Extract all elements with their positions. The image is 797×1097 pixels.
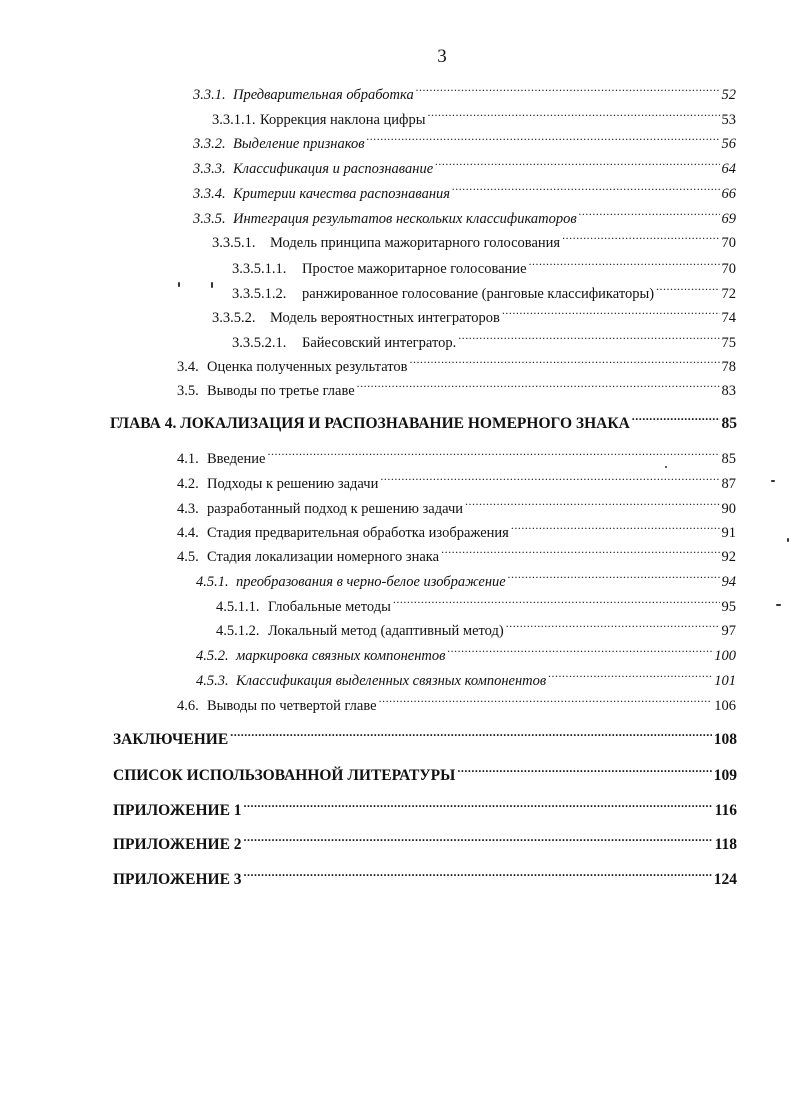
toc-entry-page: 72 <box>721 286 736 302</box>
dot-leader <box>435 155 719 173</box>
toc-entry-page: 108 <box>713 731 737 748</box>
toc-entry-3-3-5-1[interactable] <box>212 229 736 252</box>
toc-entry-number: 4.5.3. <box>196 673 229 689</box>
dot-leader <box>441 543 719 561</box>
toc-entry-number: 3.5. <box>177 383 199 399</box>
toc-chapter-4[interactable] <box>110 410 737 433</box>
toc-entry-number: 4.5.1. <box>196 574 229 590</box>
toc-appendix-1[interactable] <box>113 797 737 820</box>
dot-leader <box>230 726 712 744</box>
toc-entry-3-3-2[interactable] <box>193 130 736 153</box>
toc-entry-title: Оценка полученных результатов <box>207 359 408 375</box>
toc-entry-number: 3.3.1. <box>193 87 226 103</box>
toc-entry-title: Классификация выделенных связных компонентов <box>236 673 547 689</box>
toc-entry-title: Критерии качества распознавания <box>233 186 451 202</box>
dot-leader <box>656 280 719 298</box>
dot-leader <box>367 130 720 148</box>
toc-entry-title: СПИСОК ИСПОЛЬЗОВАННОЙ ЛИТЕРАТУРЫ <box>113 767 456 784</box>
dot-leader <box>447 642 712 660</box>
toc-entry-title: Стадия предварительная обработка изображения <box>207 525 509 541</box>
toc-entry-number: 4.5.1.2. <box>216 623 260 639</box>
toc-entry-number: 4.5.2. <box>196 648 229 664</box>
dot-leader <box>457 762 711 780</box>
toc-entry-3-3-5-2-1[interactable] <box>232 329 736 352</box>
toc-entry-title: Выделение признаков <box>233 136 365 152</box>
toc-entry-4-3[interactable] <box>177 495 736 518</box>
toc-entry-3-3-5-1-2[interactable] <box>232 280 736 303</box>
toc-entry-title: Интеграция результатов нескольких классификаторов <box>233 211 577 227</box>
toc-entry-page: 116 <box>714 802 737 819</box>
scan-speck <box>787 538 789 542</box>
toc-entry-number: 3.3.5. <box>193 211 226 227</box>
scan-speck <box>665 466 667 468</box>
toc-entry-page: 90 <box>721 501 736 517</box>
toc-entry-number: 3.3.3. <box>193 161 226 177</box>
toc-entry-title: Модель вероятностных интеграторов <box>270 310 500 326</box>
toc-entry-title: Локальный метод (адаптивный метод) <box>268 623 504 639</box>
toc-entry-number: 3.3.4. <box>193 186 226 202</box>
toc-entry-4-4[interactable] <box>177 519 736 542</box>
toc-entry-title: ПРИЛОЖЕНИЕ 3 <box>113 871 242 888</box>
dot-leader <box>465 495 719 513</box>
toc-entry-number: 4.5.1.1. <box>216 599 260 615</box>
toc-entry-title: Классификация и распознавание <box>233 161 434 177</box>
toc-entry-title: ГЛАВА 4. ЛОКАЛИЗАЦИЯ И РАСПОЗНАВАНИЕ НОМЕРНОГО ЗНАКА <box>110 415 630 432</box>
toc-entry-title: Простое мажоритарное голосование <box>302 261 527 277</box>
dot-leader <box>380 470 719 488</box>
dot-leader <box>529 255 720 273</box>
toc-entry-page: 83 <box>721 383 736 399</box>
dot-leader <box>511 519 720 537</box>
toc-entry-4-5-3[interactable] <box>196 667 736 690</box>
dot-leader <box>427 106 719 124</box>
toc-entry-3-3-5-2[interactable] <box>212 304 736 327</box>
dot-leader <box>379 692 713 710</box>
toc-entry-3-3-5-1-1[interactable] <box>232 255 736 278</box>
toc-entry-number: 4.1. <box>177 451 199 467</box>
toc-conclusion[interactable] <box>113 726 737 749</box>
toc-entry-page: 78 <box>721 359 736 375</box>
toc-entry-page: 109 <box>713 767 737 784</box>
dot-leader <box>357 377 720 395</box>
toc-entry-page: 56 <box>721 136 736 152</box>
toc-entry-page: 100 <box>714 648 736 664</box>
toc-entry-3-3-1-1[interactable] <box>212 106 736 129</box>
toc-entry-3-3-1[interactable] <box>193 81 736 104</box>
toc-entry-title: ЗАКЛЮЧЕНИЕ <box>113 731 229 748</box>
toc-entry-title: Предварительная обработка <box>233 87 414 103</box>
toc-entry-page: 69 <box>721 211 736 227</box>
dot-leader <box>579 205 720 223</box>
dot-leader <box>458 329 719 347</box>
toc-entry-title: Модель принципа мажоритарного голосования <box>270 235 561 251</box>
toc-entry-title: Выводы по третье главе <box>207 383 355 399</box>
toc-entry-page: 92 <box>721 549 736 565</box>
toc-entry-number: 4.2. <box>177 476 199 492</box>
scan-speck <box>178 282 180 287</box>
dot-leader <box>267 445 719 463</box>
dot-leader <box>452 180 719 198</box>
toc-entry-title: Стадия локализации номерного знака <box>207 549 440 565</box>
dot-leader <box>548 667 712 685</box>
scan-speck <box>771 480 775 482</box>
dot-leader <box>244 866 712 884</box>
toc-entry-page: 52 <box>721 87 736 103</box>
toc-entry-page: 53 <box>721 112 736 128</box>
toc-entry-4-1[interactable] <box>177 445 736 468</box>
toc-entry-title: Подходы к решению задачи <box>207 476 379 492</box>
toc-entry-page: 95 <box>721 599 736 615</box>
toc-entry-number: 3.3.5.1. <box>212 235 256 251</box>
toc-entry-page: 101 <box>714 673 736 689</box>
toc-appendix-3[interactable] <box>113 866 737 889</box>
dot-leader <box>502 304 720 322</box>
dot-leader <box>508 568 720 586</box>
scan-speck <box>211 282 213 288</box>
toc-entry-4-5-1-1[interactable] <box>216 593 736 616</box>
dot-leader <box>632 410 720 428</box>
toc-entry-title: преобразования в черно-белое изображение <box>236 574 506 590</box>
toc-entry-page: 74 <box>721 310 736 326</box>
toc-entry-number: 3.3.5.2. <box>212 310 256 326</box>
dot-leader <box>562 229 719 247</box>
toc-entry-title: ПРИЛОЖЕНИЕ 2 <box>113 836 242 853</box>
toc-entry-page: 85 <box>721 451 736 467</box>
dot-leader <box>416 81 720 99</box>
toc-bibliography[interactable] <box>113 762 737 785</box>
toc-entry-page: 70 <box>721 261 736 277</box>
toc-entry-page: 94 <box>721 574 736 590</box>
toc-entry-title: Выводы по четвертой главе <box>207 698 377 714</box>
toc-entry-page: 87 <box>721 476 736 492</box>
toc-entry-3-3-3[interactable] <box>193 155 736 178</box>
toc-entry-number: 3.3.5.2.1. <box>232 335 287 351</box>
scan-speck <box>776 604 781 606</box>
toc-entry-page: 85 <box>721 415 737 432</box>
toc-entry-3-3-4[interactable] <box>193 180 736 203</box>
toc-entry-title: ПРИЛОЖЕНИЕ 1 <box>113 802 242 819</box>
toc-entry-number: 4.3. <box>177 501 199 517</box>
dot-leader <box>506 617 720 635</box>
dot-leader <box>393 593 720 611</box>
toc-entry-number: 4.5. <box>177 549 199 565</box>
toc-entry-page: 75 <box>721 335 736 351</box>
toc-entry-number: 3.3.2. <box>193 136 226 152</box>
toc-entry-4-5-1-2[interactable] <box>216 617 736 640</box>
toc-entry-number: 4.4. <box>177 525 199 541</box>
toc-entry-page: 66 <box>721 186 736 202</box>
toc-entry-page: 124 <box>713 871 737 888</box>
dot-leader <box>410 353 720 371</box>
toc-entry-3-5[interactable] <box>177 377 736 400</box>
toc-entry-title: Глобальные методы <box>268 599 391 615</box>
toc-entry-number: 3.4. <box>177 359 199 375</box>
toc-entry-title: ранжированное голосование (ранговые классификаторы) <box>302 286 655 302</box>
toc-entry-title: Введение <box>207 451 266 467</box>
toc-entry-page: 70 <box>721 235 736 251</box>
toc-entry-4-5-2[interactable] <box>196 642 736 665</box>
toc-appendix-2[interactable] <box>113 831 737 854</box>
toc-entry-page: 106 <box>714 698 736 714</box>
toc-entry-4-2[interactable] <box>177 470 736 493</box>
dot-leader <box>244 797 713 815</box>
toc-entry-title: маркировка связных компонентов <box>236 648 446 664</box>
toc-entry-number: 3.3.1.1. <box>212 112 256 128</box>
toc-entry-4-6[interactable] <box>177 692 736 715</box>
toc-entry-title: Байесовский интегратор. <box>302 335 457 351</box>
dot-leader <box>244 831 713 849</box>
toc-entry-number: 4.6. <box>177 698 199 714</box>
toc-entry-page: 64 <box>721 161 736 177</box>
toc-entry-3-4[interactable] <box>177 353 736 376</box>
toc-entry-4-5-1[interactable] <box>196 568 736 591</box>
toc-entry-number: 3.3.5.1.1. <box>232 261 287 277</box>
toc-entry-number: 3.3.5.1.2. <box>232 286 287 302</box>
page-number: 3 <box>437 46 447 67</box>
toc-entry-title: Коррекция наклона цифры <box>260 112 426 128</box>
toc-entry-3-3-5[interactable] <box>193 205 736 228</box>
toc-entry-title: разработанный подход к решению задачи <box>207 501 464 517</box>
toc-entry-page: 118 <box>714 836 737 853</box>
toc-entry-4-5[interactable] <box>177 543 736 566</box>
toc-entry-page: 91 <box>721 525 736 541</box>
toc-entry-page: 97 <box>721 623 736 639</box>
